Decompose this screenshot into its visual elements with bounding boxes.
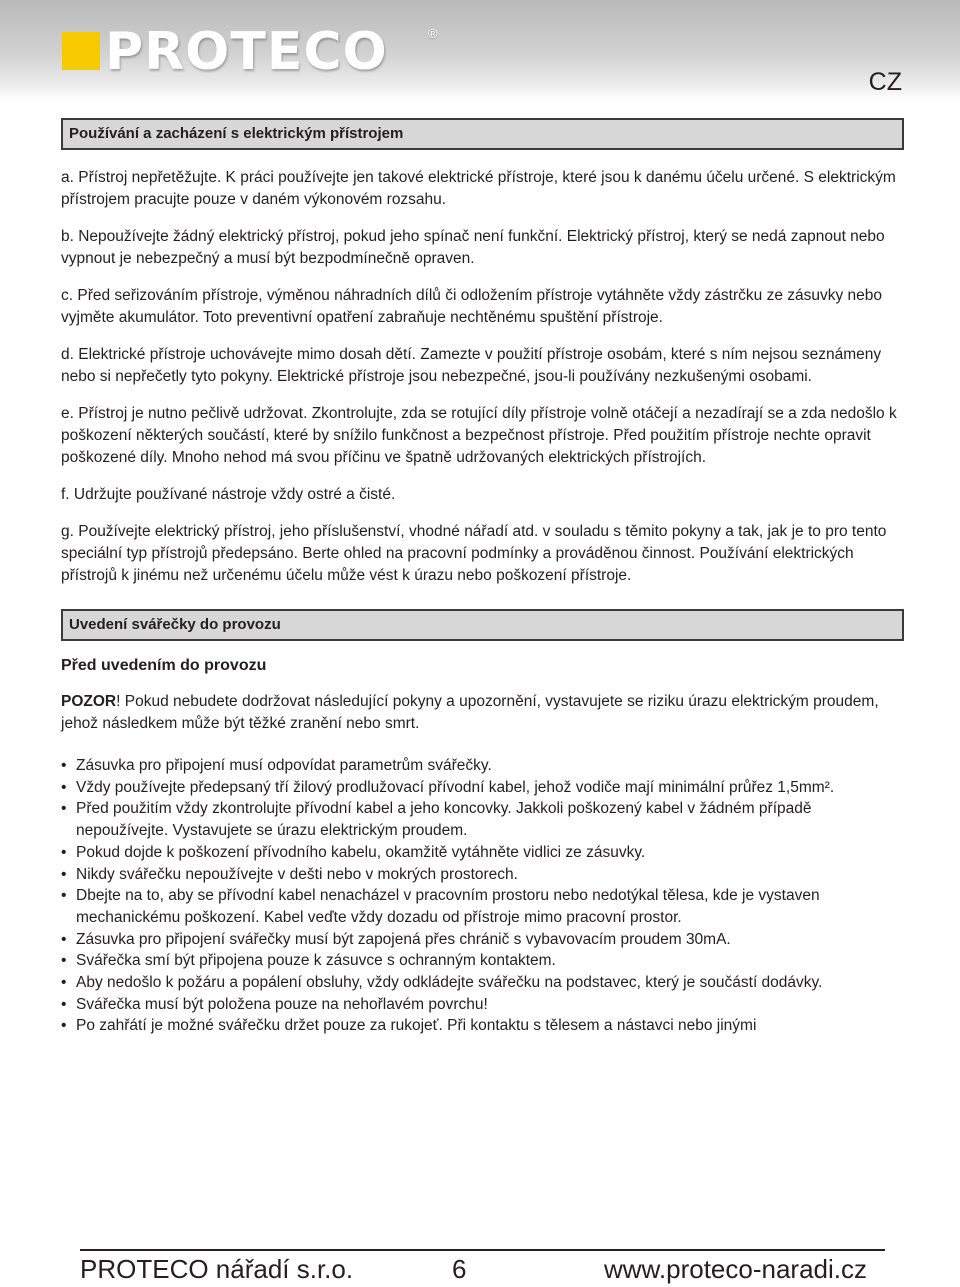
list-item: • Zásuvka pro připojení svářečky musí být zapojená přes chránič s vybavovacím proudem 30mA.	[61, 929, 904, 951]
warning-label: POZOR	[61, 693, 117, 710]
paragraph-f: f. Udržujte používané nástroje vždy ostré a čisté.	[61, 486, 396, 503]
warning-paragraph	[61, 691, 904, 735]
footer-website: www.proteco-naradi.cz	[604, 1254, 867, 1284]
list-item: • Svářečka musí být položena pouze na nehořlavém povrchu!	[61, 994, 904, 1016]
page-content	[61, 118, 904, 1037]
list-item: • Před použitím vždy zkontrolujte přívodní kabel a jeho koncovky. Jakkoli poškozený kabel v žádném případě nepoužívejte. Vystavujete se úrazu elektrickým proudem.	[61, 798, 904, 841]
language-code: CZ	[868, 68, 902, 96]
paragraph-d: d. Elektrické přístroje uchovávejte mimo dosah dětí. Zamezte v použití přístroje osobám, které s ním nejsou seznámeny nebo si nepřečetly tyto pokyny. Elektrické přístroje jsou nebezpečné, jsou-li používány nezkušenými osobami.	[61, 346, 882, 385]
section-heading-usage: Používání a zacházení s elektrickým přístrojem	[61, 118, 904, 150]
list-item: • Dbejte na to, aby se přívodní kabel nenacházel v pracovním prostoru nebo nedotýkal tělesa, kde je vystaven mechanickému poškození. Kabel veďte vždy dozadu od přístroje mimo pracovní prostor.	[61, 885, 904, 928]
list-item: • Vždy používejte předepsaný tří žilový prodlužovací přívodní kabel, jehož vodiče mají minimální průřez 1,5mm².	[61, 777, 904, 799]
footer-divider	[80, 1249, 885, 1251]
subheading-before-startup: Před uvedením do provozu	[61, 657, 267, 674]
list-item: • Pokud dojde k poškození přívodního kabelu, okamžitě vytáhněte vidlici ze zásuvky.	[61, 842, 904, 864]
paragraph-g: g. Používejte elektrický přístroj, jeho příslušenství, vhodné nářadí atd. v souladu s těmito pokyny a tak, jak je to pro tento speciální typ přístrojů předepsáno. Berte ohled na pracovní podmínky a prováděnou činnost. Používání elektrických přístrojů k jinému než určenému účelu může vést k úrazu nebo poškození přístroje.	[61, 523, 887, 584]
list-item: • Nikdy svářečku nepoužívejte v dešti nebo v mokrých prostorech.	[61, 864, 904, 886]
logo-square-icon	[62, 32, 100, 70]
paragraph-a: a. Přístroj nepřetěžujte. K práci používejte jen takové elektrické přístroje, které jsou k danému účelu určené. S elektrickým přístrojem pracujte pouze v daném výkonovém rozsahu.	[61, 169, 896, 208]
paragraph-c: c. Před seřizováním přístroje, výměnou náhradních dílů či odložením přístroje vytáhněte vždy zástrčku ze zásuvky nebo vyjměte akumulátor. Toto preventivní opatření zabraňuje nechtěnému spuštění přístroje.	[61, 287, 883, 326]
list-item: • Zásuvka pro připojení musí odpovídat parametrům svářečky.	[61, 755, 904, 777]
warning-text: ! Pokud nebudete dodržovat následující pokyny a upozornění, vystavujete se riziku úrazu elektrickým proudem, jehož následkem může být těžké zranění nebo smrt.	[61, 693, 879, 732]
footer-page-number: 6	[452, 1254, 467, 1284]
list-item: • Svářečka smí být připojena pouze k zásuvce s ochranným kontaktem.	[61, 950, 904, 972]
list-item: • Po zahřátí je možné svářečku držet pouze za rukojeť. Při kontaktu s tělesem a nástavci nebo jinými	[61, 1015, 904, 1037]
logo-text: PROTECO	[105, 22, 388, 82]
list-item: • Aby nedošlo k požáru a popálení obsluhy, vždy odkládejte svářečku na podstavec, který je součástí dodávky.	[61, 972, 904, 994]
paragraph-b: b. Nepoužívejte žádný elektrický přístroj, pokud jeho spínač není funkční. Elektrický přístroj, který se nedá zapnout nebo vypnout je nebezpečný a musí být bezpodmínečně opraven.	[61, 228, 885, 267]
logo-registered-mark: ®	[428, 26, 438, 41]
footer-company: PROTECO nářadí s.r.o.	[80, 1254, 354, 1284]
section-heading-startup: Uvedení svářečky do provozu	[61, 609, 904, 641]
safety-bullet-list	[61, 755, 904, 1037]
paragraph-e: e. Přístroj je nutno pečlivě udržovat. Zkontrolujte, zda se rotující díly přístroje volně otáčejí a nezadírají se a zda nedošlo k poškození některých součástí, které by snížilo funkčnost a bezpečnost přístroje. Před použitím přístroje nechte opravit poškozené díly. Mnoho nehod má svou příčinu ve špatně udržovaných elektrických přístrojích.	[61, 405, 897, 466]
